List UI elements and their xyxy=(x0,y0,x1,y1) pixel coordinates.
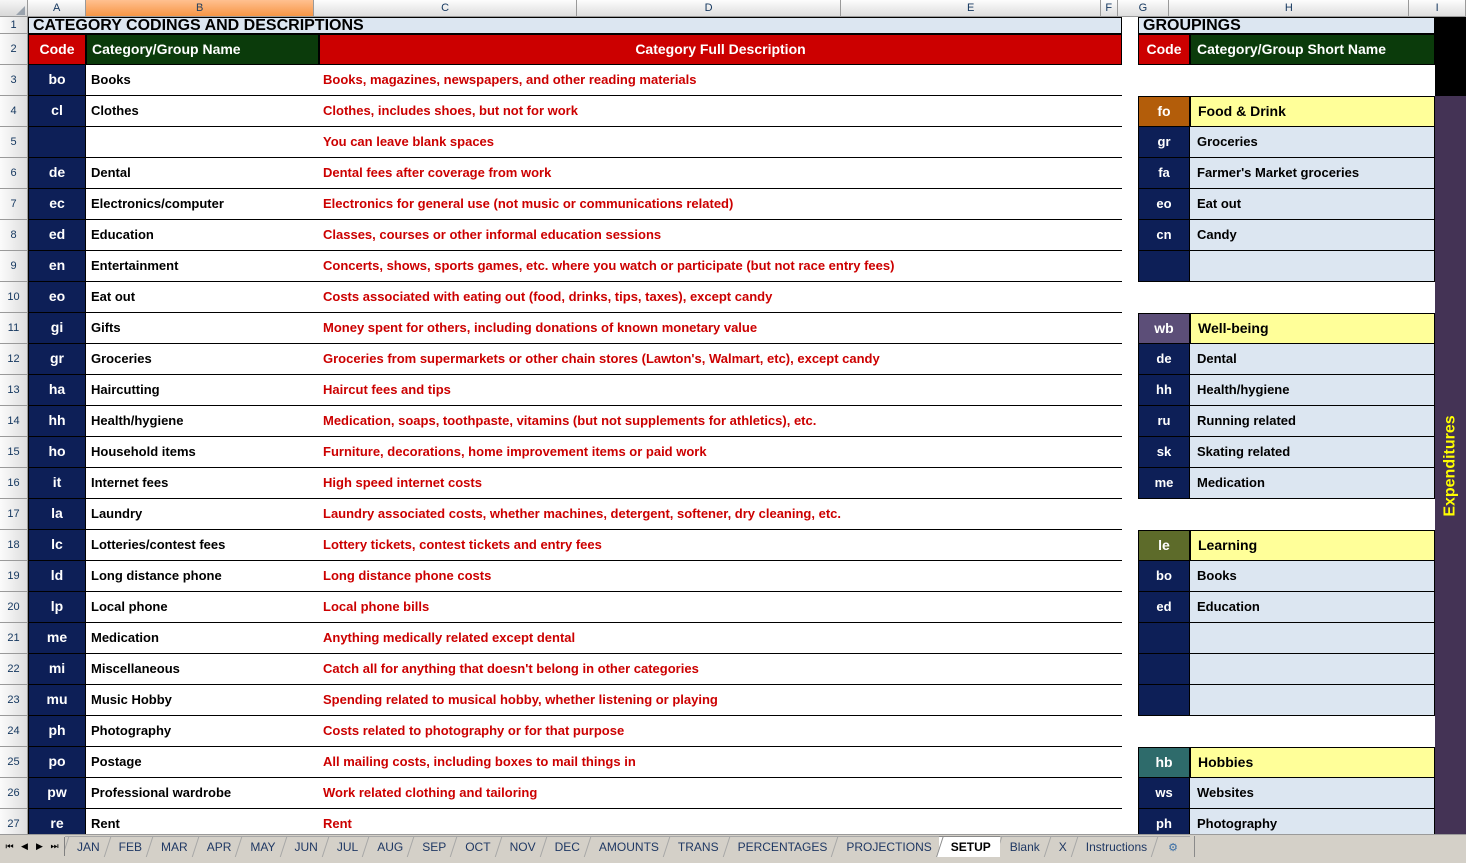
group-member-name-cell[interactable]: Health/hygiene xyxy=(1190,375,1435,406)
category-name-cell[interactable]: Household items xyxy=(86,437,319,468)
category-code-cell[interactable]: mu xyxy=(28,685,86,716)
group-member-name-cell[interactable]: Candy xyxy=(1190,220,1435,251)
group-member-name-cell[interactable]: Groceries xyxy=(1190,127,1435,158)
sheet-tab-x[interactable]: X xyxy=(1047,836,1076,857)
sheet-tab-jan[interactable]: JAN xyxy=(65,836,109,857)
category-name-cell[interactable]: Internet fees xyxy=(86,468,319,499)
category-description-cell[interactable]: You can leave blank spaces xyxy=(319,127,1122,158)
category-description-cell[interactable]: Clothes, includes shoes, but not for work xyxy=(319,96,1122,127)
category-name-cell[interactable] xyxy=(86,127,319,158)
row-header-15[interactable]: 15 xyxy=(0,437,28,468)
category-name-cell[interactable]: Gifts xyxy=(86,313,319,344)
category-name-cell[interactable]: Eat out xyxy=(86,282,319,313)
category-code-cell[interactable]: ed xyxy=(28,220,86,251)
group-code-cell[interactable]: fo xyxy=(1138,96,1190,127)
expenditures-side-band xyxy=(1435,96,1466,835)
category-name-cell[interactable]: Local phone xyxy=(86,592,319,623)
category-description-cell[interactable]: Classes, courses or other informal education sessions xyxy=(319,220,1122,251)
category-description-cell[interactable]: Work related clothing and tailoring xyxy=(319,778,1122,809)
column-header-I[interactable]: I xyxy=(1409,0,1466,17)
category-code-cell[interactable]: me xyxy=(28,623,86,654)
category-name-cell[interactable]: Education xyxy=(86,220,319,251)
category-code-cell[interactable]: ld xyxy=(28,561,86,592)
column-header-H[interactable]: H xyxy=(1169,0,1409,17)
category-code-cell[interactable] xyxy=(28,127,86,158)
sheet-tab-may[interactable]: MAY xyxy=(238,836,284,857)
sheet-tab-setup[interactable]: SETUP xyxy=(939,836,1000,857)
category-code-cell[interactable]: lp xyxy=(28,592,86,623)
sheet-tab-blank[interactable]: Blank xyxy=(998,836,1049,857)
category-code-cell[interactable]: gr xyxy=(28,344,86,375)
group-member-code-cell[interactable]: fa xyxy=(1138,158,1190,189)
gear-icon: ⚙ xyxy=(1168,842,1179,854)
previous-sheet-icon[interactable]: ◀ xyxy=(21,841,28,851)
category-name-cell[interactable]: Photography xyxy=(86,716,319,747)
sheet-tab-nov[interactable]: NOV xyxy=(498,836,545,857)
row-header-bar xyxy=(0,17,28,835)
category-name-cell[interactable]: Rent xyxy=(86,809,319,835)
column-header-bar xyxy=(0,0,1466,17)
category-description-cell[interactable]: Spending related to musical hobby, whether listening or playing xyxy=(319,685,1122,716)
category-code-cell[interactable]: ph xyxy=(28,716,86,747)
category-description-cell[interactable]: Lottery tickets, contest tickets and entry fees xyxy=(319,530,1122,561)
category-name-cell[interactable]: Entertainment xyxy=(86,251,319,282)
group-name-cell[interactable]: Well-being xyxy=(1190,313,1435,344)
group-member-name-cell[interactable] xyxy=(1190,251,1435,282)
category-code-cell[interactable]: hh xyxy=(28,406,86,437)
category-code-cell[interactable]: en xyxy=(28,251,86,282)
groupings-black-filler xyxy=(1435,17,1466,96)
category-description-cell[interactable]: Books, magazines, newspapers, and other reading materials xyxy=(319,65,1122,96)
sheet-tab-mar[interactable]: MAR xyxy=(149,836,197,857)
category-description-cell[interactable]: Groceries from supermarkets or other chain stores (Lawton's, Walmart, etc), except candy xyxy=(319,344,1122,375)
row-header-8[interactable]: 8 xyxy=(0,220,28,251)
category-code-cell[interactable]: ha xyxy=(28,375,86,406)
sheet-tab-feb[interactable]: FEB xyxy=(107,836,151,857)
category-description-cell[interactable]: Haircut fees and tips xyxy=(319,375,1122,406)
category-code-cell[interactable]: cl xyxy=(28,96,86,127)
group-member-code-cell[interactable]: eo xyxy=(1138,189,1190,220)
row-header-2[interactable]: 2 xyxy=(0,34,28,65)
group-member-code-cell[interactable]: sk xyxy=(1138,437,1190,468)
sheet-tab-trans[interactable]: TRANS xyxy=(666,836,728,857)
macro-sheet-tab[interactable] xyxy=(1154,836,1190,857)
sheet-tab-amounts[interactable]: AMOUNTS xyxy=(587,836,668,857)
sheet-tabs xyxy=(65,836,1466,857)
row-header-18[interactable]: 18 xyxy=(0,530,28,561)
group-member-name-cell[interactable]: Running related xyxy=(1190,406,1435,437)
category-description-cell[interactable]: Anything medically related except dental xyxy=(319,623,1122,654)
row-header-7[interactable]: 7 xyxy=(0,189,28,220)
column-header-B[interactable]: B xyxy=(86,0,314,17)
sheet-tab-apr[interactable]: APR xyxy=(195,836,241,857)
group-member-code-cell[interactable]: cn xyxy=(1138,220,1190,251)
category-name-cell[interactable]: Miscellaneous xyxy=(86,654,319,685)
group-member-name-cell[interactable]: Dental xyxy=(1190,344,1435,375)
group-member-name-cell[interactable] xyxy=(1190,654,1435,685)
last-sheet-icon[interactable]: ⏭ xyxy=(50,841,59,851)
horizontal-scrollbar[interactable] xyxy=(1197,839,1464,855)
sheet-tab-bar xyxy=(0,834,1466,863)
row-header-20[interactable]: 20 xyxy=(0,592,28,623)
category-name-cell[interactable]: Dental xyxy=(86,158,319,189)
group-member-code-cell[interactable] xyxy=(1138,685,1190,716)
sheet-tab-dec[interactable]: DEC xyxy=(543,836,589,857)
sheet-nav-buttons xyxy=(0,837,65,856)
category-name-cell[interactable]: Postage xyxy=(86,747,319,778)
group-name-cell[interactable]: Hobbies xyxy=(1190,747,1435,778)
group-member-code-cell[interactable]: ed xyxy=(1138,592,1190,623)
group-member-code-cell[interactable]: ru xyxy=(1138,406,1190,437)
sheet-tab-oct[interactable]: OCT xyxy=(453,836,499,857)
column-header-G[interactable]: G xyxy=(1118,0,1170,17)
row-header-17[interactable]: 17 xyxy=(0,499,28,530)
group-member-name-cell[interactable]: Farmer's Market groceries xyxy=(1190,158,1435,189)
row-header-13[interactable]: 13 xyxy=(0,375,28,406)
column-header-A[interactable]: A xyxy=(28,0,86,17)
row-header-11[interactable]: 11 xyxy=(0,313,28,344)
category-code-cell[interactable]: ho xyxy=(28,437,86,468)
row-header-14[interactable]: 14 xyxy=(0,406,28,437)
category-name-cell[interactable]: Long distance phone xyxy=(86,561,319,592)
sheet-tab-projections[interactable]: PROJECTIONS xyxy=(834,836,940,857)
category-code-cell[interactable]: ec xyxy=(28,189,86,220)
category-description-cell[interactable]: Laundry associated costs, whether machines, detergent, softener, dry cleaning, etc. xyxy=(319,499,1122,530)
category-description-cell[interactable]: Electronics for general use (not music or communications related) xyxy=(319,189,1122,220)
group-member-code-cell[interactable]: gr xyxy=(1138,127,1190,158)
category-name-cell[interactable]: Clothes xyxy=(86,96,319,127)
category-name-cell[interactable]: Professional wardrobe xyxy=(86,778,319,809)
column-header-C[interactable]: C xyxy=(314,0,577,17)
category-name-cell[interactable]: Haircutting xyxy=(86,375,319,406)
group-member-code-cell[interactable]: bo xyxy=(1138,561,1190,592)
group-member-name-cell[interactable]: Medication xyxy=(1190,468,1435,499)
group-member-code-cell[interactable]: hh xyxy=(1138,375,1190,406)
group-member-code-cell[interactable]: ph xyxy=(1138,809,1190,835)
category-code-cell[interactable]: re xyxy=(28,809,86,835)
category-description-cell[interactable]: Medication, soaps, toothpaste, vitamins (but not supplements for athletics), etc. xyxy=(319,406,1122,437)
group-member-name-cell[interactable]: Education xyxy=(1190,592,1435,623)
category-description-cell[interactable]: Money spent for others, including donations of known monetary value xyxy=(319,313,1122,344)
category-code-cell[interactable]: mi xyxy=(28,654,86,685)
left-table-title: CATEGORY CODINGS AND DESCRIPTIONS xyxy=(28,17,1122,34)
category-code-cell[interactable]: pw xyxy=(28,778,86,809)
groupings-title: GROUPINGS xyxy=(1138,17,1435,34)
category-code-cell[interactable]: bo xyxy=(28,65,86,96)
group-member-name-cell[interactable]: Eat out xyxy=(1190,189,1435,220)
category-code-cell[interactable]: po xyxy=(28,747,86,778)
category-code-cell[interactable]: it xyxy=(28,468,86,499)
row-header-21[interactable]: 21 xyxy=(0,623,28,654)
category-description-cell[interactable]: Long distance phone costs xyxy=(319,561,1122,592)
group-member-code-cell[interactable] xyxy=(1138,251,1190,282)
next-sheet-icon[interactable]: ▶ xyxy=(36,841,43,851)
sheet-tab-aug[interactable]: AUG xyxy=(365,836,412,857)
sheet-tab-instructions[interactable]: Instructions xyxy=(1074,836,1156,857)
row-header-6[interactable]: 6 xyxy=(0,158,28,189)
sheet-tab-jul[interactable]: JUL xyxy=(325,836,367,857)
group-code-cell[interactable]: wb xyxy=(1138,313,1190,344)
group-member-code-cell[interactable]: de xyxy=(1138,344,1190,375)
category-description-cell[interactable]: Costs related to photography or for that purpose xyxy=(319,716,1122,747)
category-code-cell[interactable]: gi xyxy=(28,313,86,344)
category-name-cell[interactable]: Groceries xyxy=(86,344,319,375)
row-header-25[interactable]: 25 xyxy=(0,747,28,778)
category-description-cell[interactable]: Rent xyxy=(319,809,1122,835)
category-code-cell[interactable]: lc xyxy=(28,530,86,561)
sheet-tab-percentages[interactable]: PERCENTAGES xyxy=(726,836,837,857)
row-header-23[interactable]: 23 xyxy=(0,685,28,716)
sheet-tab-sep[interactable]: SEP xyxy=(410,836,455,857)
groupings-header-name: Category/Group Short Name xyxy=(1190,34,1435,65)
row-header-9[interactable]: 9 xyxy=(0,251,28,282)
category-code-cell[interactable]: de xyxy=(28,158,86,189)
left-header-description: Category Full Description xyxy=(319,34,1122,65)
groupings-header-code: Code xyxy=(1138,34,1190,65)
row-header-27[interactable]: 27 xyxy=(0,809,28,840)
group-member-name-cell[interactable]: Photography xyxy=(1190,809,1435,835)
group-member-code-cell[interactable] xyxy=(1138,623,1190,654)
category-name-cell[interactable]: Electronics/computer xyxy=(86,189,319,220)
category-description-cell[interactable]: Concerts, shows, sports games, etc. where you watch or participate (but not race entry fees) xyxy=(319,251,1122,282)
category-description-cell[interactable]: High speed internet costs xyxy=(319,468,1122,499)
group-member-name-cell[interactable] xyxy=(1190,685,1435,716)
row-header-4[interactable]: 4 xyxy=(0,96,28,127)
group-code-cell[interactable]: hb xyxy=(1138,747,1190,778)
row-header-10[interactable]: 10 xyxy=(0,282,28,313)
category-description-cell[interactable]: Costs associated with eating out (food, drinks, tips, taxes), except candy xyxy=(319,282,1122,313)
left-header-code: Code xyxy=(28,34,86,65)
category-description-cell[interactable]: Furniture, decorations, home improvement items or paid work xyxy=(319,437,1122,468)
group-member-name-cell[interactable] xyxy=(1190,623,1435,654)
category-code-cell[interactable]: eo xyxy=(28,282,86,313)
column-header-D[interactable]: D xyxy=(577,0,841,17)
row-header-1[interactable]: 1 xyxy=(0,17,28,34)
category-description-cell[interactable]: Dental fees after coverage from work xyxy=(319,158,1122,189)
row-header-22[interactable]: 22 xyxy=(0,654,28,685)
group-name-cell[interactable]: Food & Drink xyxy=(1190,96,1435,127)
group-member-code-cell[interactable] xyxy=(1138,654,1190,685)
row-header-26[interactable]: 26 xyxy=(0,778,28,809)
row-header-16[interactable]: 16 xyxy=(0,468,28,499)
row-header-12[interactable]: 12 xyxy=(0,344,28,375)
group-member-code-cell[interactable]: me xyxy=(1138,468,1190,499)
row-header-5[interactable]: 5 xyxy=(0,127,28,158)
group-name-cell[interactable]: Learning xyxy=(1190,530,1435,561)
row-header-24[interactable]: 24 xyxy=(0,716,28,747)
category-code-cell[interactable]: la xyxy=(28,499,86,530)
group-member-code-cell[interactable]: ws xyxy=(1138,778,1190,809)
category-name-cell[interactable]: Books xyxy=(86,65,319,96)
expenditures-label: Expenditures xyxy=(1441,414,1459,517)
left-header-name: Category/Group Name xyxy=(86,34,319,65)
select-all-corner[interactable] xyxy=(0,0,28,17)
group-member-name-cell[interactable]: Websites xyxy=(1190,778,1435,809)
category-name-cell[interactable]: Health/hygiene xyxy=(86,406,319,437)
category-description-cell[interactable]: All mailing costs, including boxes to mail things in xyxy=(319,747,1122,778)
category-name-cell[interactable]: Lotteries/contest fees xyxy=(86,530,319,561)
group-member-name-cell[interactable]: Books xyxy=(1190,561,1435,592)
first-sheet-icon[interactable]: ⏮ xyxy=(5,841,14,851)
category-name-cell[interactable]: Laundry xyxy=(86,499,319,530)
sheet-tab-jun[interactable]: JUN xyxy=(283,836,327,857)
category-name-cell[interactable]: Music Hobby xyxy=(86,685,319,716)
category-description-cell[interactable]: Local phone bills xyxy=(319,592,1122,623)
category-description-cell[interactable]: Catch all for anything that doesn't belong in other categories xyxy=(319,654,1122,685)
group-member-name-cell[interactable]: Skating related xyxy=(1190,437,1435,468)
group-code-cell[interactable]: le xyxy=(1138,530,1190,561)
worksheet-grid xyxy=(28,17,1466,835)
column-header-F[interactable]: F xyxy=(1101,0,1118,17)
row-header-3[interactable]: 3 xyxy=(0,65,28,96)
row-header-19[interactable]: 19 xyxy=(0,561,28,592)
category-name-cell[interactable]: Medication xyxy=(86,623,319,654)
column-header-E[interactable]: E xyxy=(841,0,1101,17)
